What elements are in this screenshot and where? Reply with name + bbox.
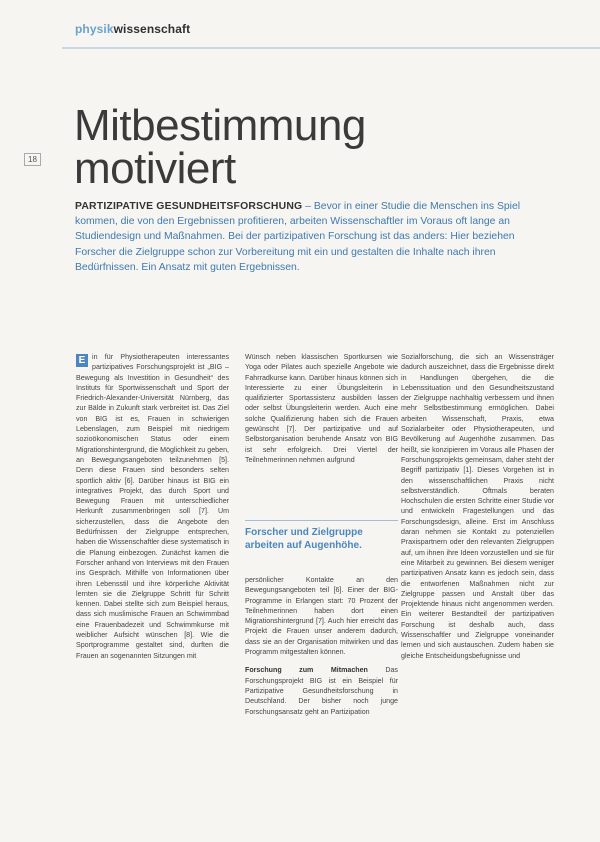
column-2-bottom-text: persönlicher Kontakte an den Bewegungsangeboten teil [6]. Einer der BIG-Programme in Erlangen start: 70 Prozent der Teilnehmerinnen haben dort einen Migrationshintergrund [7]. Auch hier erreicht das Projekt die Frauen unser anderem dadurch, dass sie an der Organisation mitwirken und das Programm mitgestalten können. xyxy=(245,576,398,657)
column-2-bottom xyxy=(245,575,398,717)
article-lead xyxy=(75,199,551,275)
column-2-runin-paragraph xyxy=(245,665,398,716)
section-header xyxy=(75,22,190,36)
runin-heading: Forschung zum Mitmachen xyxy=(245,666,368,675)
lead-text: – Bevor in einer Studie die Menschen ins Spiel kommen, die von den Ergebnissen profitieren, arbeiten Wissenschaftler im Voraus oft lange an Studiendesign und Maßnahmen. Bei der partizipativen Forschung ist das anders: Hier beziehen Forscher die Zielgruppe schon zur Vorbereitung mit ein und gestalten die Inhalte nach ihren Bedürfnissen. Ein Ansatz mit guten Ergebnissen. xyxy=(75,201,521,273)
title-line-1: Mitbestimmung xyxy=(74,101,366,150)
runin-text: Das Forschungsprojekt BIG ist ein Beispiel für Partizipative Gesundheitsforschung in Deutschland. Der bisher noch junge Forschungsansatz geht an Partizipation xyxy=(245,666,398,716)
column-3: Sozialforschung, die sich an Wissensträger dadurch auszeichnet, dass die Ergebnisse direkt in Handlungen übergehen, die die Lebenssituation und den Gesundheitszustand der Zielgruppe nachhaltig verbessern und ihnen mehr Selbstbestimmung ermöglichen. Dabei arbeiten Wissenschaft, Praxis, etwa Sozialarbeiter oder Physiotherapeuten, und Bevölkerung auf Augenhöhe zusammen. Das heißt, sie konzipieren im Voraus alle Phasen der Forschungsprojekts gemeinsam, daher steht der Begriff partizipativ [1]. Dieses Vorgehen ist in den wissenschaftlichen Praxis nicht selbstverständlich. Oftmals beraten Hochschulen die ersten Schritte einer Studie vor und entwickeln Fragestellungen und das Forschungsdesign, alleine. Erst im Anschluss daran nehmen sie Kontakt zu potenziellen Praxispartnern oder den relevanten Zielgruppen auf, um ihnen ihre Ideen vorzustellen und sie für eine Mitarbeit zu gewinnen. Bei diesem weniger partizipativen Ansatz kann es jedoch sein, dass die entworfenen Maßnahmen nicht zur Zielgruppe passen und Anstalt über das Projektende hinaus nicht angenommen werden. Ein weiterer Bestandteil der partizipativen Forschung ist deshalb auch, dass Wissenschaftler und Zielgruppe voneinander lernen und sich austauschen. Zudem haben sie gleiche Entscheidungsbefugnisse und xyxy=(401,353,554,660)
section-label-part2: wissenschaft xyxy=(113,22,191,36)
column-1-text: in für Physiotherapeuten interessantes partizipatives Forschungsprojekt ist „BIG – Bewegung als Investition in Gesundheit“ des Instituts für Sportwissenschaft und Sport der Friedrich-Alexander-Universität Nürnberg, das zur Bälde in Zukunft stark verbreitet ist. Das Ziel von BIG ist es, Frauen in schwierigen Lebenslagen, zum Beispiel mit niedrigem sozioökonomischen Status oder einem Migrationshintergrund, die Möglichkeit zu geben, an Bewegungsangeboten teilzunehmen [5]. Denn diese Frauen sind besonders selten sportlich aktiv [6]. Darüber hinaus ist BIG ein integratives Projekt, das durch Sport und Bewegung Frauen mit unterschiedlicher Herkunft zusammenbringen soll [7]. Um sicherzustellen, dass die Angebote den Bedürfnissen der Zielgruppe entsprechen, haben die Wissenschaftler diese systematisch in die Planung einbezogen. Zunächst kamen die Forscher anhand von Interviews mit den Frauen ins Gespräch. Mithilfe von Informationen über ihren Lebensstil und ihre körperliche Aktivität lernten sie die Zielgruppe Schritt für Schritt kennen. Dabei stellte sich zum Beispiel heraus, dass sich muslimische Frauen an Schwimmbad eine Frauenbadezeit und Schwimmkurse mit weiblicher Aufsicht wünschen [8]. Wie die Sportprogramme gestaltet sind, durften die Frauen an sogenannten Sitzungen mit xyxy=(76,353,229,660)
dropcap: E xyxy=(76,354,88,367)
subheading: Forscher und Zielgruppe arbeiten auf Augenhöhe. xyxy=(245,520,398,552)
lead-kicker: PARTIZIPATIVE GESUNDHEITSFORSCHUNG xyxy=(75,201,303,212)
header-rule xyxy=(62,47,600,49)
column-2-top: Wünsch neben klassischen Sportkursen wie Yoga oder Pilates auch spezielle Angebote wie Fahrradkurse kann. Darüber hinaus können sich Interessierte zu einer Übungsleiterin in qualifizierter Sportassistenz ausbilden lassen oder selbst Übungsleiterin werden. Auch eine solche Qualifizierung haben sich die Frauen gewünscht [7]. Der partizipative und auf Selbstorganisation beruhende Ansatz von BIG ist sehr erfolgreich. Drei Viertel der Teilnehmerinnen nehmen aufgrund xyxy=(245,353,398,464)
article-title xyxy=(74,101,366,193)
section-label-part1: physik xyxy=(75,22,114,36)
column-1 xyxy=(76,352,229,661)
title-line-2: motiviert xyxy=(74,144,236,193)
page-number: 18 xyxy=(24,153,41,166)
